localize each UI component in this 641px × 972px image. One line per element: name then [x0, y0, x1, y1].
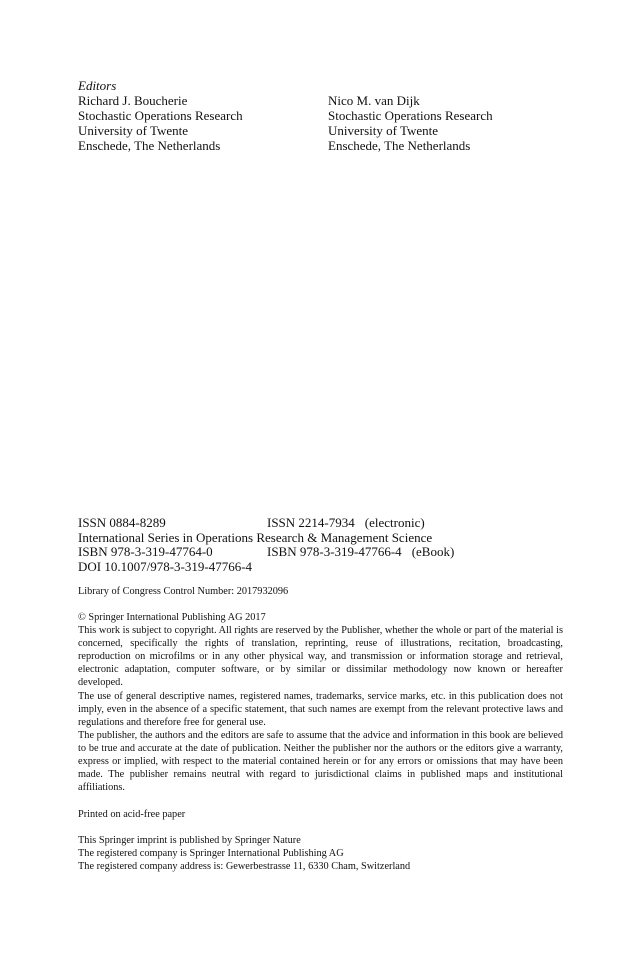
isbn-row [78, 545, 568, 560]
issn-electronic-group [267, 516, 425, 531]
editor-department: Stochastic Operations Research [78, 108, 243, 123]
editors-heading: Editors [78, 78, 117, 93]
isbn-ebook-tag: (eBook) [411, 544, 455, 560]
doi: DOI 10.1007/978-3-319-47766-4 [78, 558, 253, 574]
lccn: Library of Congress Control Number: 2017932096 [78, 586, 289, 597]
trademark-paragraph: The use of general descriptive names, registered names, trademarks, service marks, etc. in this publication does not imply, even in the absence of a specific statement, that such names are exempt from the relevant protective laws and regulations and therefore free for general use. [78, 690, 563, 728]
isbn-ebook: ISBN 978-3-319-47766-4 [267, 544, 402, 560]
copyright-notice: © Springer International Publishing AG 2017 [78, 612, 266, 623]
issn-print: ISSN 0884-8289 [78, 515, 166, 530]
editor-university: University of Twente [328, 123, 439, 138]
identifiers-block [78, 516, 568, 574]
editor-name: Richard J. Boucherie [78, 93, 188, 108]
copyright-paragraph: This work is subject to copyright. All rights are reserved by the Publisher, whether the whole or part of the material is concerned, specifically the rights of translation, reprinting, reuse of illustrations, recitation, broadcasting, reproduction on microfilms or in any other physical way, and transmission or information storage and retrieval, electronic adaptation, computer software, or by similar or dissimilar methodology now known or hereafter developed. [78, 625, 563, 689]
issn-electronic: ISSN 2214-7934 [267, 515, 355, 530]
copyright-block [78, 611, 563, 794]
issn-row [78, 516, 568, 531]
series-row [78, 531, 568, 546]
imprint-line: This Springer imprint is published by Springer Nature [78, 835, 301, 846]
editor-city: Enschede, The Netherlands [78, 138, 221, 153]
printed-note: Printed on acid-free paper [78, 809, 186, 820]
editor-right [328, 93, 568, 153]
series-title: International Series in Operations Research & Management Science [78, 529, 433, 545]
editor-university: University of Twente [78, 123, 189, 138]
imprint-line: The registered company is Springer International Publishing AG [78, 848, 344, 860]
editor-name: Nico M. van Dijk [328, 93, 420, 108]
isbn-print: ISBN 978-3-319-47764-0 [78, 544, 213, 560]
imprint-block [78, 834, 563, 873]
editor-left [78, 93, 318, 153]
editors-block [78, 78, 568, 153]
editor-department: Stochastic Operations Research [328, 108, 493, 123]
issn-electronic-tag: (electronic) [364, 515, 425, 530]
imprint-line: The registered company address is: Gewerbestrasse 11, 6330 Cham, Switzerland [78, 861, 411, 873]
disclaimer-paragraph: The publisher, the authors and the editors are safe to assume that the advice and information in this book are believed to be true and accurate at the date of publication. Neither the publisher nor the authors or the editors give a warranty, express or implied, with respect to the material contained herein or for any errors or omissions that may have been made. The publisher remains neutral with regard to jurisdictional claims in published maps and institutional affiliations. [78, 729, 563, 794]
isbn-ebook-group [267, 545, 454, 560]
editor-city: Enschede, The Netherlands [328, 138, 471, 153]
doi-row [78, 560, 568, 575]
